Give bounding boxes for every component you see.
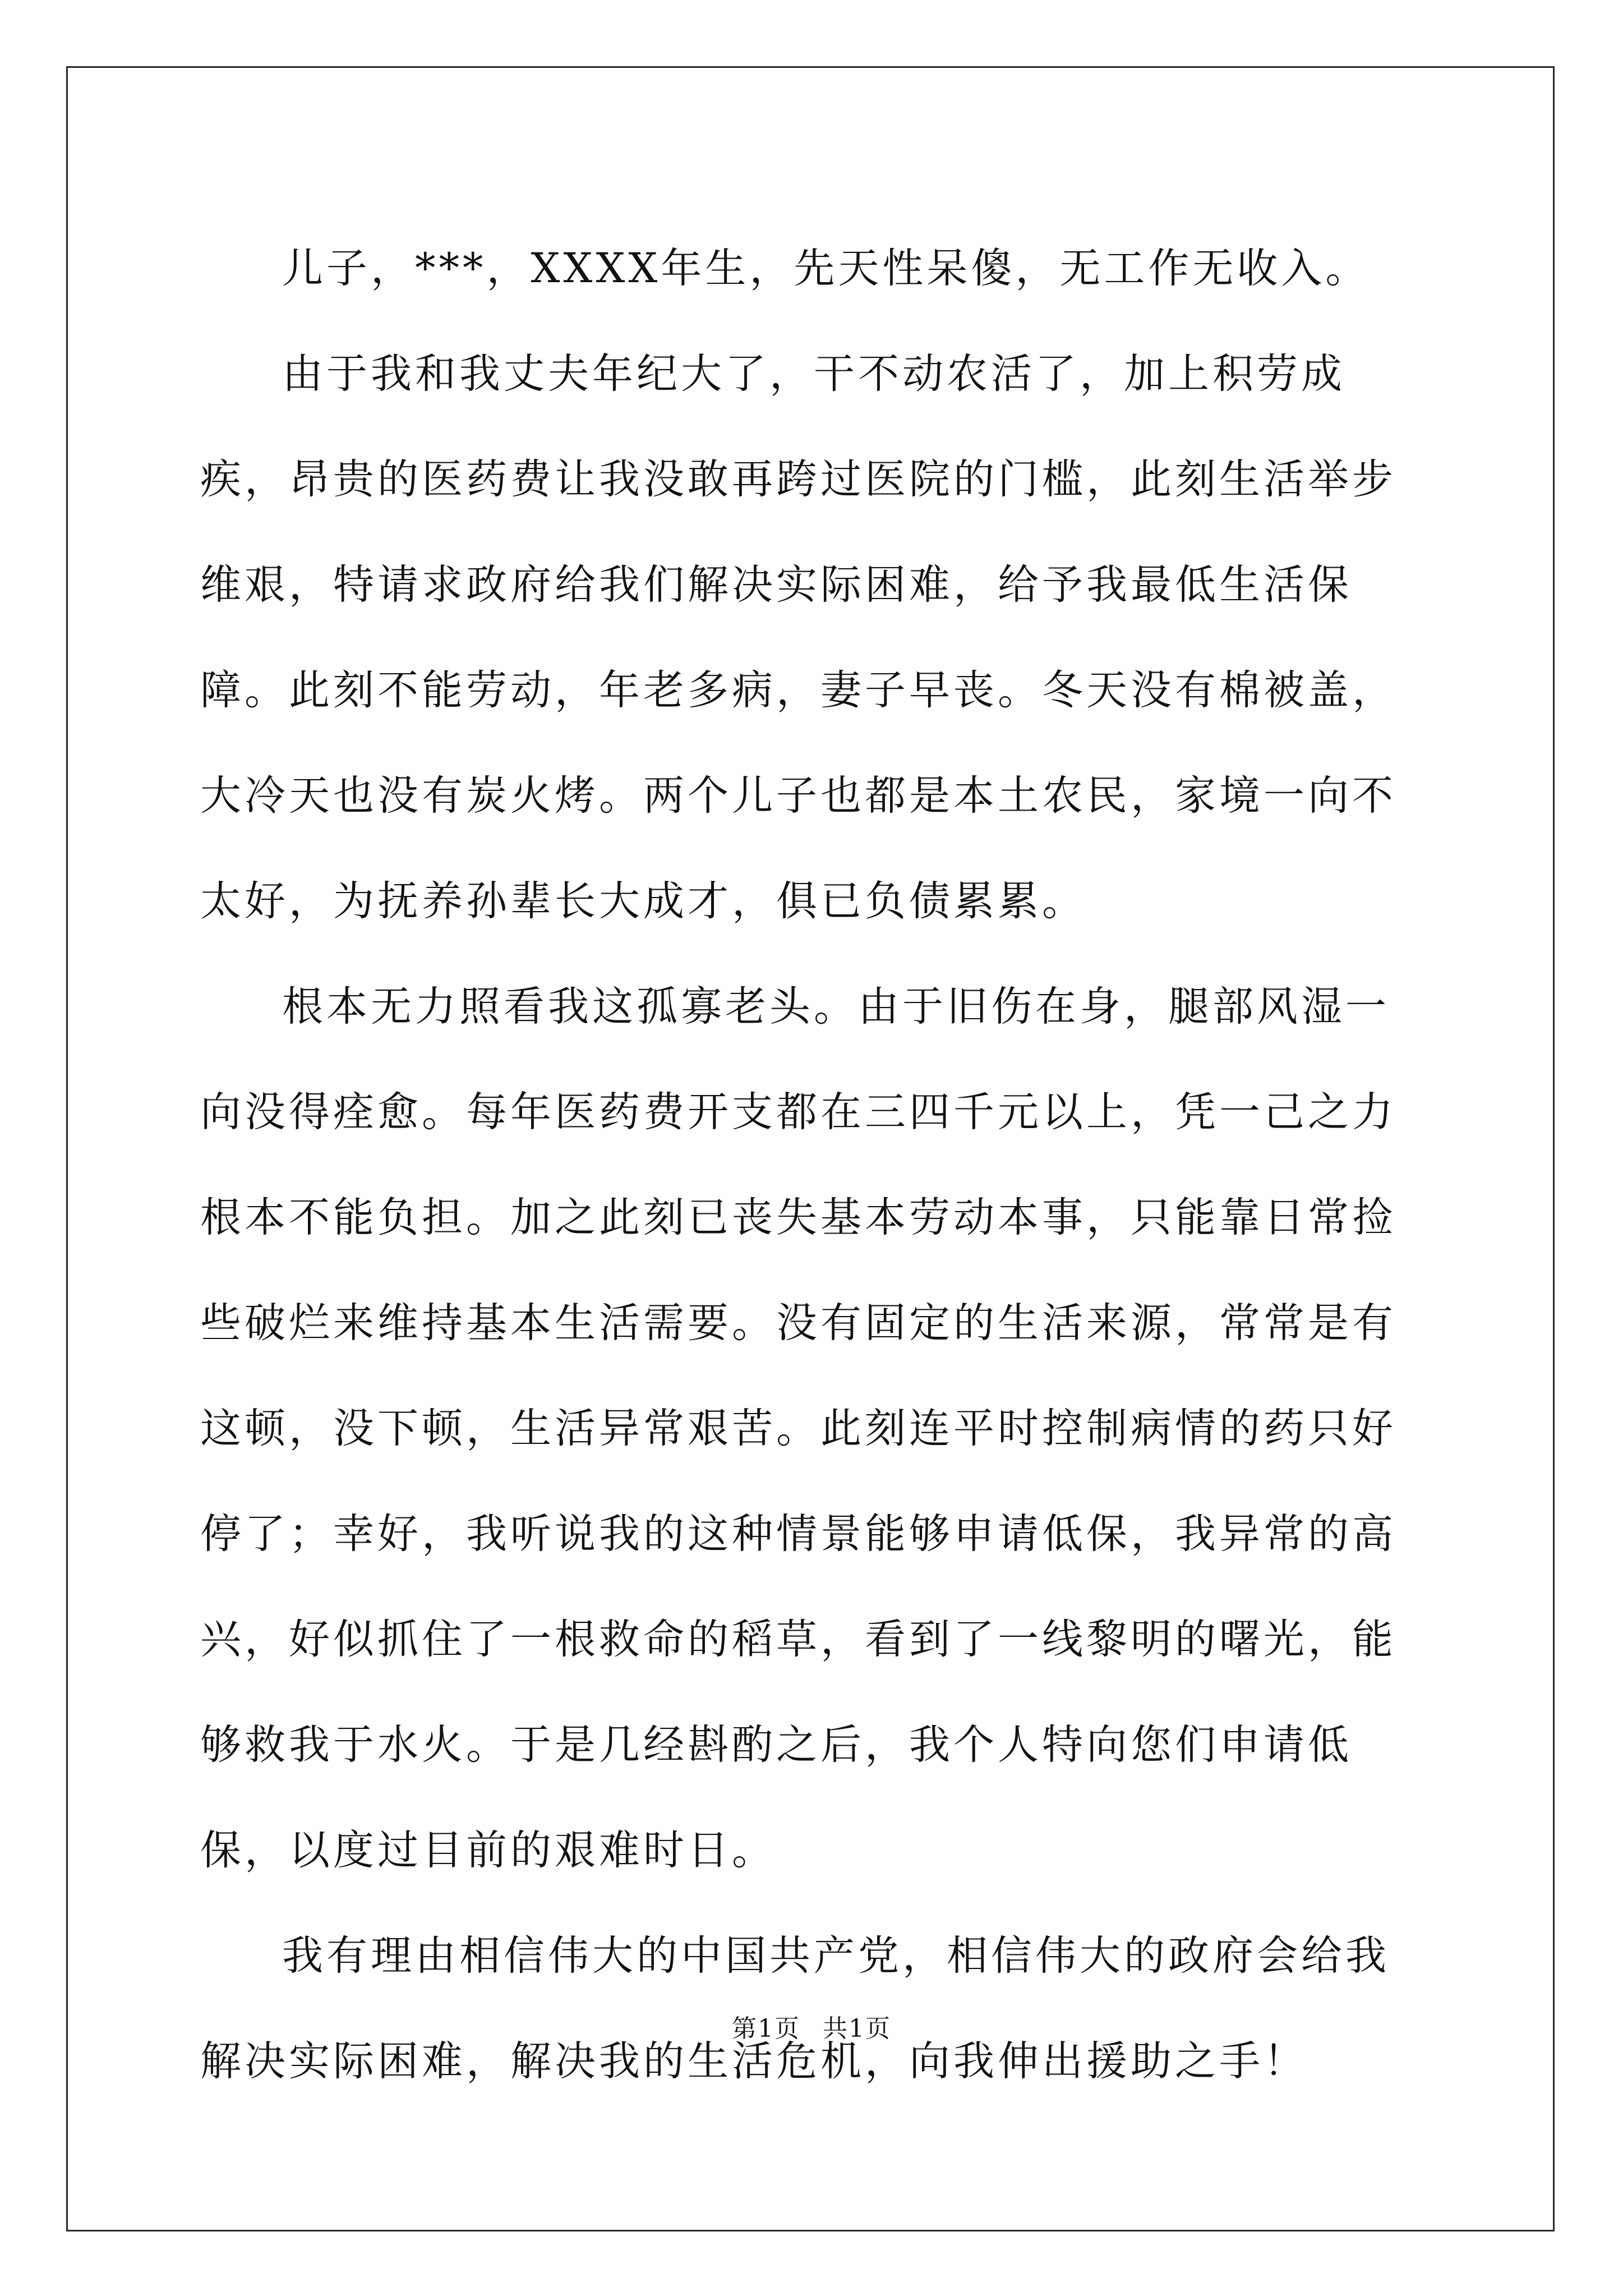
paragraph-3: 根本无力照看我这孤寡老头。由于旧伤在身，腿部风湿一向没得痊愈。每年医药费开支都在三四千元以上，凭一己之力根本不能负担。加之此刻已丧失基本劳动本事，只能靠日常捡些破烂来维持基本生活需要。没有固定的生活来源，常常是有这顿，没下顿，生活异常艰苦。此刻连平时控制病情的药只好停了；幸好，我听说我的这种情景能够申请低保，我异常的高兴，好似抓住了一根救命的稻草，看到了一线黎明的曙光，能够救我于水火。于是几经斟酌之后，我个人特向您们申请低保，以度过目前的艰难时日。 (200, 983, 1396, 1874)
paragraph-4: 我有理由相信伟大的中国共产党，相信伟大的政府会给我解决实际困难，解决我的生活危机，向我伸出援助之手！ (200, 1932, 1390, 2085)
document-body (200, 216, 1428, 2114)
page-number-current: 第1页 (732, 2014, 800, 2043)
paragraph-1: 儿子，***，XXXX年生，先天性呆傻，无工作无收入。 (282, 245, 1370, 292)
page-number-total: 共1页 (823, 2014, 891, 2043)
page-footer (0, 2008, 1623, 2044)
paragraph-2: 由于我和我丈夫年纪大了，干不动农活了，加上积劳成疾，昂贵的医药费让我没敢再跨过医院的门槛，此刻生活举步维艰，特请求政府给我们解决实际困难，给予我最低生活保障。此刻不能劳动，年老多病，妻子早丧。冬天没有棉被盖，大冷天也没有炭火烤。两个儿子也都是本土农民，家境一向不太好，为抚养孙辈长大成才，俱已负债累累。 (200, 350, 1396, 925)
